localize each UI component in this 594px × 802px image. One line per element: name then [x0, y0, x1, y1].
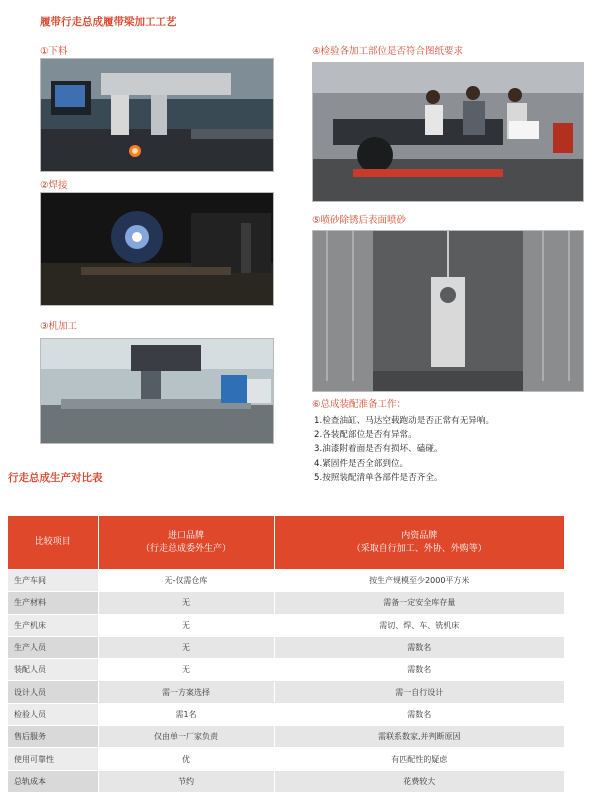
cell-domestic: 需一自行设计 — [274, 681, 564, 703]
table-row — [8, 659, 564, 681]
cell-domestic: 花费较大 — [274, 770, 564, 792]
table-row — [8, 592, 564, 614]
table-row — [8, 681, 564, 703]
photo-machining — [40, 338, 274, 444]
cell-item: 生产车间 — [8, 570, 98, 592]
photo-cutting — [40, 58, 274, 172]
cell-domestic: 需数名 — [274, 659, 564, 681]
cell-item: 总轨成本 — [8, 770, 98, 792]
header-item: 比较项目 — [8, 516, 98, 570]
cell-import: 需1名 — [98, 703, 274, 725]
table-row — [8, 614, 564, 636]
cell-domestic: 需备一定安全库存量 — [274, 592, 564, 614]
prep-item: 2.各装配部位是否有异常。 — [314, 430, 417, 441]
step-label-cutting: ①下料 — [40, 46, 68, 57]
cell-item: 生产机床 — [8, 614, 98, 636]
comparison-table-title: 行走总成生产对比表 — [8, 472, 103, 484]
comparison-table — [8, 516, 564, 792]
prep-item: 4.紧固件是否全部到位。 — [314, 458, 409, 469]
cell-item: 使用可靠性 — [8, 748, 98, 770]
cell-import: 无 — [98, 659, 274, 681]
step-label-inspection: ④检验各加工部位是否符合图纸要求 — [312, 46, 464, 57]
prep-item: 3.油漆附着面是否有损坏、磕碰。 — [314, 444, 443, 455]
cell-domestic: 按生产规模至少2000平方米 — [274, 570, 564, 592]
table-row — [8, 636, 564, 658]
photo-inspection — [312, 62, 584, 202]
cell-import: 无 — [98, 614, 274, 636]
photo-sandblasting — [312, 230, 584, 392]
cell-import: 无 — [98, 592, 274, 614]
cell-domestic: 需联系数家,并判断原因 — [274, 726, 564, 748]
photo-welding — [40, 192, 274, 306]
table-row — [8, 570, 564, 592]
table-row — [8, 748, 564, 770]
cell-item: 生产材料 — [8, 592, 98, 614]
cell-item: 设计人员 — [8, 681, 98, 703]
header-import-brand: 进口品牌 （行走总成委外生产） — [98, 516, 274, 570]
cell-import: 优 — [98, 748, 274, 770]
cell-domestic: 需数名 — [274, 703, 564, 725]
table-row — [8, 726, 564, 748]
step-label-assembly-prep: ⑥总成装配准备工作： — [312, 399, 407, 410]
cell-item: 售后服务 — [8, 726, 98, 748]
table-row — [8, 703, 564, 725]
prep-item: 1.检查油缸、马达空载跑动是否正常有无异响。 — [314, 416, 495, 426]
step-label-sandblasting: ⑤喷砂除锈后表面喷砂 — [312, 215, 407, 226]
cell-import: 节约 — [98, 770, 274, 792]
cell-domestic: 需切、焊、车、铣机床 — [274, 614, 564, 636]
table-header-row — [8, 516, 564, 570]
cell-item: 装配人员 — [8, 659, 98, 681]
cell-import: 仅由单一厂家负责 — [98, 726, 274, 748]
table-row — [8, 770, 564, 792]
header-domestic-brand: 内资品牌 （采取自行加工、外协、外购等） — [274, 516, 564, 570]
cell-domestic: 需数名 — [274, 636, 564, 658]
cell-import: 需一方案选择 — [98, 681, 274, 703]
cell-domestic: 有匹配性的疑虑 — [274, 748, 564, 770]
prep-item: 5.按照装配清单各部件是否齐全。 — [314, 472, 443, 483]
cell-import: 无 — [98, 636, 274, 658]
cell-item: 检验人员 — [8, 703, 98, 725]
step-label-machining: ③机加工 — [40, 321, 78, 332]
assembly-prep-list — [314, 414, 494, 485]
cell-item: 生产人员 — [8, 636, 98, 658]
cell-import: 无-仅需仓库 — [98, 570, 274, 592]
step-label-welding: ②焊接 — [40, 180, 68, 191]
page-title: 履带行走总成履带梁加工工艺 — [40, 16, 177, 28]
